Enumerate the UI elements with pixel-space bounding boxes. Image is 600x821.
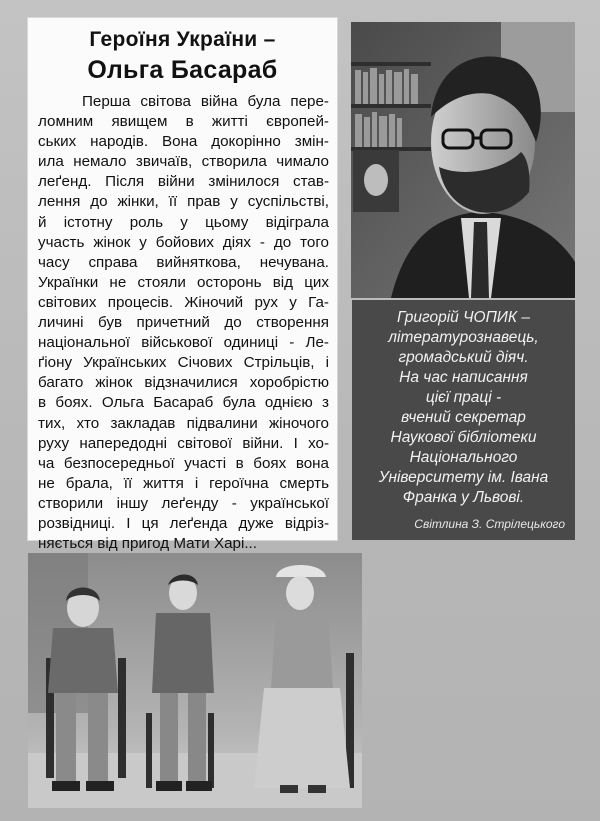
caption-line: Університету ім. Івана bbox=[378, 469, 549, 486]
body-line: леґенд. Після війни змінилося став- bbox=[38, 173, 329, 191]
body-line: няється від пригод Мати Харі... bbox=[38, 535, 257, 553]
body-line: в боях. Ольга Басараб була однією з bbox=[38, 394, 329, 412]
body-line: Перша світова війна була пере- bbox=[82, 93, 329, 110]
caption-line: літературознавець, bbox=[388, 329, 539, 346]
body-line: личині був причетний до створення bbox=[38, 314, 329, 332]
caption-line: Наукової бібліотеки bbox=[390, 429, 537, 446]
caption-line: Григорій ЧОПИК – bbox=[397, 309, 530, 326]
body-line: тих, хто закладав підвалини жіночого bbox=[38, 414, 329, 432]
caption-line: Національного bbox=[409, 449, 518, 466]
article-body bbox=[38, 92, 329, 554]
historic-group-photo bbox=[28, 553, 362, 808]
caption-line: Франка у Львові. bbox=[402, 489, 525, 506]
author-portrait-photo bbox=[351, 22, 575, 298]
body-line: часу справа вийняткова, нечувана. bbox=[38, 253, 329, 271]
body-line: ча безпосередньої участі в боях вона bbox=[38, 454, 329, 472]
caption-line: На час написання bbox=[399, 369, 528, 386]
body-line: Українки не стояли осторонь від цих bbox=[38, 273, 329, 291]
body-line: світових процесів. Жіночий рух у Га- bbox=[38, 293, 329, 311]
body-line: руху напередодні світової війни. І хо- bbox=[38, 434, 329, 452]
body-line: ських народів. Вона докорінно змін- bbox=[38, 133, 329, 151]
caption-line: громадський діяч. bbox=[398, 349, 529, 366]
body-line: багато жінок відзначилися хоробрістю bbox=[38, 374, 329, 392]
body-line: ломним явищем в житті європей- bbox=[38, 113, 329, 131]
body-line: національної військової одиниці - Ле- bbox=[38, 334, 329, 352]
author-caption bbox=[352, 308, 575, 508]
article-panel bbox=[28, 18, 337, 553]
body-line: участь жінок у бойових діях - до того bbox=[38, 233, 329, 251]
article-title-line-1: Героїня України – bbox=[89, 28, 276, 51]
group-photo-illustration bbox=[28, 553, 362, 808]
author-caption-panel bbox=[352, 300, 575, 540]
article-title-line-2: Ольга Басараб bbox=[87, 56, 278, 84]
author-portrait-illustration bbox=[351, 22, 575, 298]
photo-credit: Світлина З. Стрілецького bbox=[414, 517, 565, 531]
body-line: не брала, її життя і героїчна смерть bbox=[38, 474, 329, 492]
body-line: ґіону Українських Січових Стрільців, і bbox=[38, 354, 329, 372]
body-line: лення до жінки, її прав у суспільстві, bbox=[38, 193, 329, 211]
body-line: ила немало звичаїв, створила чимало bbox=[38, 153, 329, 171]
body-line: створили іншу леґенду - української bbox=[38, 494, 329, 512]
caption-line: вчений секретар bbox=[401, 409, 526, 426]
body-line: й істотну роль у цьому відіграла bbox=[38, 213, 329, 231]
body-line: розвідниці. І ця леґенда дуже відріз- bbox=[38, 514, 329, 532]
caption-line: цієї праці - bbox=[425, 389, 502, 406]
